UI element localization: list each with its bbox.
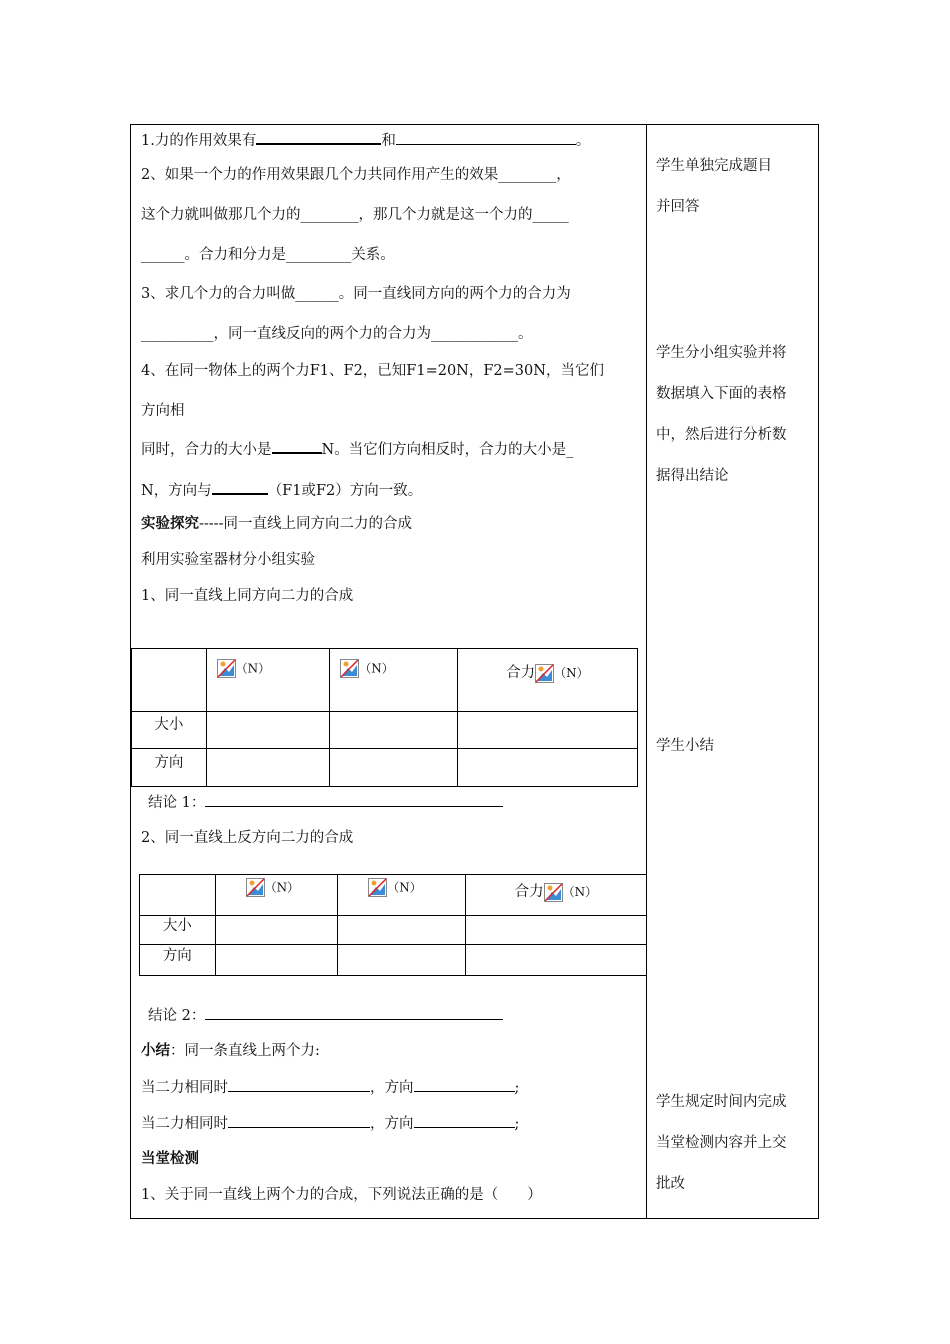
question-4-line-1: 4、在同一物体上的两个力F1、F2，已知F1=20N，F2=30N，当它们 <box>141 363 604 379</box>
question-1 <box>141 129 590 151</box>
experiment-part-1: 1、同一直线上同方向二力的合成 <box>141 588 354 604</box>
header-f2 <box>338 875 466 916</box>
header-f2 <box>330 649 458 712</box>
image-placeholder-icon <box>544 883 563 902</box>
experiment-subtitle: 利用实验室器材分小组实验 <box>141 552 315 568</box>
same-direction-table <box>131 648 638 787</box>
input-cell[interactable] <box>465 945 646 976</box>
experiment-title <box>141 514 412 534</box>
blank[interactable] <box>272 438 322 454</box>
blank[interactable] <box>228 1077 370 1092</box>
input-cell[interactable] <box>330 712 458 749</box>
conclusion-2 <box>148 1005 503 1026</box>
image-placeholder-icon <box>535 664 554 683</box>
note-line: 当堂检测内容并上交 <box>656 1135 787 1151</box>
unit-label: （N） <box>264 880 300 895</box>
question-2-line-2: 这个力就叫做那几个力的________，那几个力就是这一个力的_____ <box>141 207 569 223</box>
test-question-1: 1、关于同一直线上两个力的合成，下列说法正确的是（ ） <box>141 1187 542 1203</box>
note-line: 据得出结论 <box>656 468 729 484</box>
input-cell[interactable] <box>457 712 637 749</box>
summary-text: ，方向 <box>370 1080 414 1096</box>
blank[interactable] <box>205 1005 503 1020</box>
row-label-direction: 方向 <box>132 749 207 787</box>
summary-text: ，方向 <box>370 1116 414 1132</box>
blank[interactable] <box>205 792 503 807</box>
input-cell[interactable] <box>457 749 637 787</box>
question-1-and: 和 <box>381 133 396 149</box>
note-line: 学生规定时间内完成 <box>656 1094 787 1110</box>
input-cell[interactable] <box>465 916 646 945</box>
note-line: 并回答 <box>656 199 700 215</box>
question-1-end: 。 <box>575 133 591 149</box>
experiment-part-2: 2、同一直线上反方向二力的合成 <box>141 830 354 846</box>
note-line: 中，然后进行分析数 <box>656 427 787 443</box>
resultant-label: 合力 <box>506 665 536 681</box>
table-corner <box>132 649 207 712</box>
image-placeholder-icon <box>246 878 265 897</box>
unit-label: （N） <box>554 666 589 680</box>
summary-text: 当二力相同时 <box>141 1080 228 1096</box>
question-4-line-2: 方向相 <box>141 403 185 419</box>
conclusion-1-label: 结论 1： <box>148 795 206 811</box>
column-divider <box>646 124 647 1219</box>
teacher-note-4 <box>656 1082 816 1205</box>
blank[interactable] <box>414 1113 515 1128</box>
summary-line-1 <box>141 1077 519 1098</box>
q4-text: N，方向与 <box>141 483 212 499</box>
question-3-line-1: 3、求几个力的合力叫做______。同一直线同方向的两个力的合力为 <box>141 286 571 302</box>
q4-text: 同时，合力的大小是 <box>141 442 272 458</box>
blank[interactable] <box>212 479 268 495</box>
question-2-line-3: ______。合力和分力是_________关系。 <box>141 247 395 263</box>
test-title: 当堂检测 <box>141 1150 199 1167</box>
note-line: 数据填入下面的表格 <box>656 386 787 402</box>
unit-label: （N） <box>562 885 598 899</box>
teacher-note-2 <box>656 333 816 497</box>
row-label-size: 大小 <box>140 916 216 945</box>
summary-title-rest: ：同一条直线上两个力: <box>170 1043 320 1059</box>
header-resultant <box>457 649 637 712</box>
blank[interactable] <box>256 129 381 145</box>
question-1-text: 1.力的作用效果有 <box>141 133 257 149</box>
q4-text: N。当它们方向相反时，合力的大小是_ <box>321 442 574 458</box>
unit-label: （N） <box>387 880 422 895</box>
q4-text: （F1或F2）方向一致。 <box>267 483 423 499</box>
input-cell[interactable] <box>338 916 466 945</box>
summary-title <box>141 1041 320 1061</box>
input-cell[interactable] <box>206 749 330 787</box>
question-2-line-1: 2、如果一个力的作用效果跟几个力共同作用产生的效果________， <box>141 167 571 183</box>
summary-title-bold: 小结 <box>141 1042 170 1059</box>
note-line: 学生小结 <box>656 738 714 754</box>
input-cell[interactable] <box>206 712 330 749</box>
note-line: 批改 <box>656 1176 685 1192</box>
blank[interactable] <box>414 1077 515 1092</box>
image-placeholder-icon <box>217 659 236 678</box>
unit-label: （N） <box>359 661 394 676</box>
row-label-size: 大小 <box>132 712 207 749</box>
header-f1 <box>206 649 330 712</box>
input-cell[interactable] <box>338 945 466 976</box>
summary-text: ; <box>514 1080 520 1096</box>
header-resultant <box>465 875 646 916</box>
row-label-direction: 方向 <box>140 945 216 976</box>
input-cell[interactable] <box>215 916 338 945</box>
summary-text: 当二力相同时 <box>141 1116 228 1132</box>
note-line: 学生分小组实验并将 <box>656 345 787 361</box>
question-3-line-2: __________，同一直线反向的两个力的合力为____________。 <box>141 326 533 342</box>
opposite-direction-table <box>139 874 647 976</box>
input-cell[interactable] <box>330 749 458 787</box>
summary-line-2 <box>141 1113 519 1134</box>
image-placeholder-icon <box>340 659 359 678</box>
resultant-label: 合力 <box>514 884 544 900</box>
summary-text: ; <box>514 1116 520 1132</box>
header-f1 <box>215 875 338 916</box>
conclusion-1 <box>148 792 503 813</box>
question-4-line-4 <box>141 479 422 501</box>
blank[interactable] <box>228 1113 370 1128</box>
experiment-title-bold: 实验探究 <box>141 515 199 532</box>
input-cell[interactable] <box>215 945 338 976</box>
question-4-line-3 <box>141 438 573 460</box>
table-corner <box>140 875 216 916</box>
experiment-title-rest: -----同一直线上同方向二力的合成 <box>199 516 412 532</box>
teacher-note-1 <box>656 146 816 228</box>
note-line: 学生单独完成题目 <box>656 158 772 174</box>
unit-label: （N） <box>235 661 271 676</box>
image-placeholder-icon <box>368 878 387 897</box>
blank[interactable] <box>396 130 576 145</box>
teacher-note-3 <box>656 726 816 767</box>
conclusion-2-label: 结论 2： <box>148 1008 206 1024</box>
